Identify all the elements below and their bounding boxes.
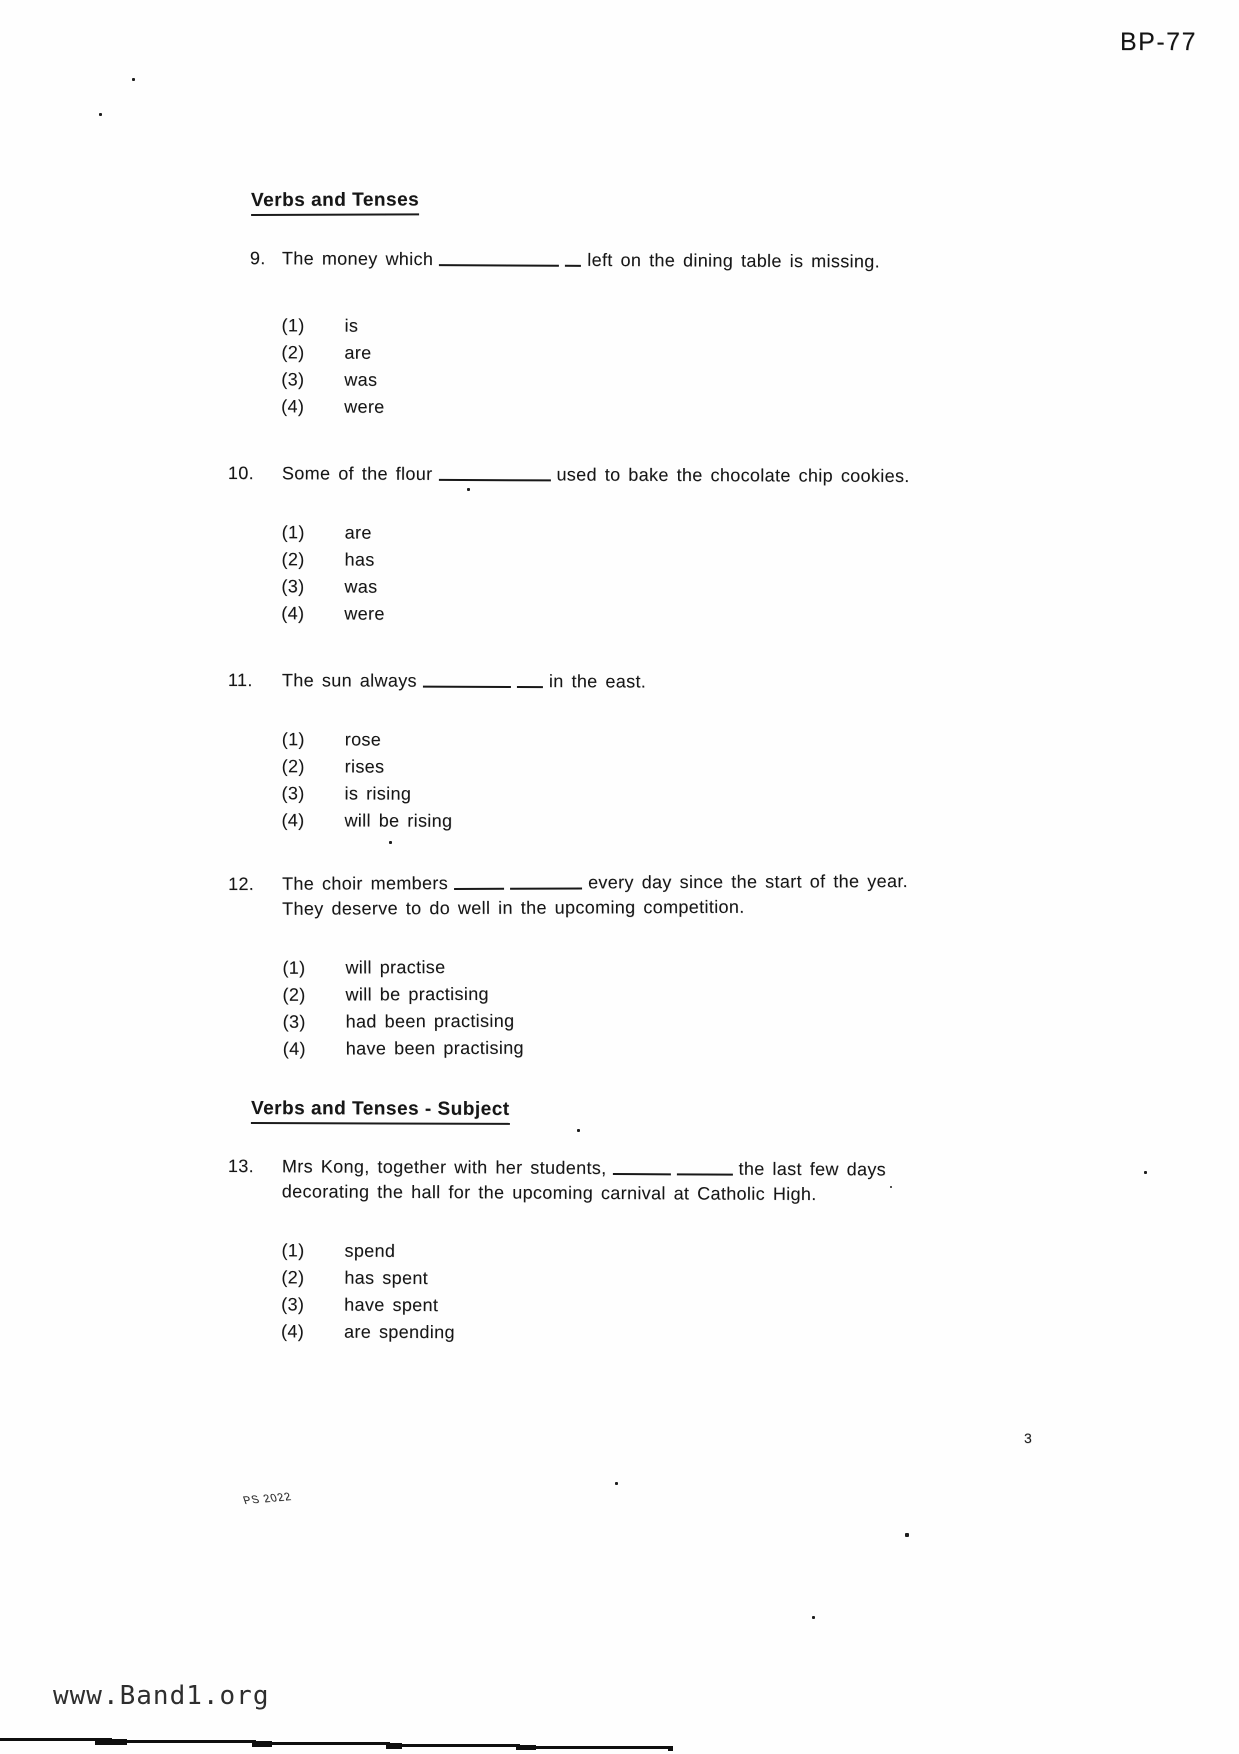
section-heading-text: Verbs and Tenses - Subject [251,1098,510,1125]
option-label: rises [344,756,385,777]
scan-speck [467,488,470,491]
option-label: were [344,396,385,417]
option-number: (3) [281,1294,305,1315]
option-row [227,603,909,633]
question-number: 13. [227,1156,255,1177]
question-number: 9. [249,248,266,269]
question-stem-before: The sun always [281,670,417,691]
answer-blank [454,875,504,890]
scan-line-segment [124,1740,256,1743]
option-label: is [344,315,359,336]
section-heading-verbs-tenses-subject [251,1098,510,1125]
options-list [227,315,880,426]
option-row [227,1267,885,1297]
scan-speck [1144,1171,1147,1174]
scan-line-segment [268,1742,390,1745]
question-number: 10. [227,462,255,484]
option-number: (3) [281,369,305,390]
option-number: (4) [282,1038,306,1059]
option-number: (1) [281,729,305,750]
options-list [228,955,908,1066]
option-row [227,576,909,606]
option-number: (2) [281,549,305,570]
answer-blank [423,673,511,688]
option-label: have been practising [345,1037,524,1059]
question-stem-after: the last few days [738,1158,887,1180]
question-13 [227,1154,886,1351]
option-row [228,982,908,1012]
question-stem-before: Mrs Kong, together with her students, [281,1156,607,1178]
question-stem [228,246,880,274]
question-10 [227,461,909,633]
question-12 [228,869,909,1066]
option-label: will practise [345,957,446,978]
question-stem-line2: decorating the hall for the upcoming carnival at Catholic High. [281,1181,817,1205]
option-number: (2) [282,984,306,1005]
option-row [228,783,646,811]
question-stem-after: in the east. [548,671,647,692]
option-number: (2) [281,342,305,363]
answer-blank-tail [565,252,581,267]
options-list [227,522,909,633]
question-number: 11. [227,670,253,691]
question-stem-after: every day since the start of the year. [588,871,909,893]
option-row [228,522,910,552]
answer-blank [613,1160,671,1175]
option-number: (4) [281,810,305,831]
option-label: are [344,522,372,543]
scan-artifact-line [0,1738,700,1754]
option-number: (3) [281,576,305,597]
print-code: PS 2022 [241,1490,294,1508]
option-row [227,396,879,426]
question-stem [228,668,646,694]
scan-speck [812,1616,815,1619]
scan-speck [99,113,102,116]
section-heading-text: Verbs and Tenses [251,189,419,216]
option-number: (3) [282,1011,306,1032]
options-list [227,1240,886,1351]
scan-speck [615,1482,618,1485]
option-number: (3) [281,783,305,804]
option-label: has spent [344,1267,429,1289]
option-row [227,1240,885,1270]
scan-line-segment [532,1746,672,1749]
answer-blank [438,466,550,481]
scan-speck [577,1129,580,1132]
option-row [228,756,646,784]
scan-speck [905,1533,909,1537]
doc-code: BP-77 [1120,28,1197,56]
scan-speck [890,1186,892,1188]
scan-line-segment [668,1746,673,1751]
option-label: will be rising [344,810,453,831]
question-stem-before: Some of the flour [281,463,433,484]
option-number: (2) [281,1267,305,1288]
scan-line-segment [400,1744,520,1747]
option-row [229,1009,909,1039]
page-number: 3 [1024,1430,1032,1446]
answer-blank-tail [677,1160,733,1175]
option-number: (1) [281,315,305,336]
scan-speck [132,78,135,81]
option-row [227,342,879,372]
question-stem-before: The choir members [282,873,449,894]
question-stem [228,1154,886,1182]
option-label: has [344,549,375,570]
option-number: (1) [281,1240,305,1261]
answer-blank-tail [510,874,582,889]
option-number: (2) [281,756,305,777]
option-number: (1) [282,957,306,978]
option-label: had been practising [345,1010,515,1032]
question-stem [228,869,908,897]
option-number: (4) [281,1321,305,1342]
question-11 [227,668,646,838]
option-row [229,1036,909,1066]
option-row [227,1321,885,1351]
question-9 [227,246,880,426]
option-label: was [344,369,378,390]
option-row [227,315,879,345]
question-stem-after: left on the dining table is missing. [587,249,881,272]
option-label: were [344,603,385,624]
options-list [227,729,646,838]
option-label: are spending [344,1321,455,1343]
option-label: is rising [344,783,412,804]
question-stem-before: The money which [281,248,434,270]
watermark-url: www.Band1.org [53,1681,270,1711]
option-label: spend [344,1240,396,1261]
option-row [227,810,645,838]
option-label: rose [344,729,382,750]
option-label: was [344,576,378,597]
option-label: will be practising [345,983,489,1005]
answer-blank [439,251,559,267]
question-number: 12. [228,873,255,894]
answer-blank-tail [517,673,543,688]
option-row [228,729,646,757]
option-label: are [344,342,372,363]
option-row [227,369,879,399]
option-number: (4) [281,603,305,624]
question-stem [228,461,910,489]
option-row [227,549,909,579]
option-label: have spent [344,1294,439,1316]
scan-line-segment [95,1739,127,1745]
scan-speck [389,841,392,844]
question-stem-after: used to bake the chocolate chip cookies. [556,464,910,486]
option-row [227,1294,885,1324]
question-stem-line2: They deserve to do well in the upcoming competition. [282,896,745,919]
option-number: (1) [281,522,305,543]
option-number: (4) [281,396,305,417]
option-row [228,955,908,985]
section-heading-verbs-tenses [251,189,419,216]
